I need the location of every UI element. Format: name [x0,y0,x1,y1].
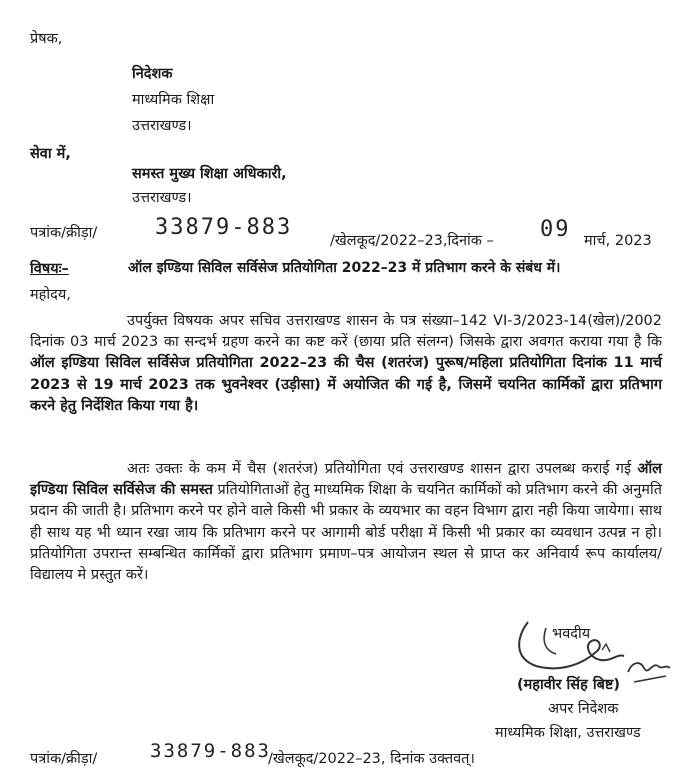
footer-ref-middle: /खेलकूद/2022–23, दिनांक उक्तवत्। [268,751,475,767]
para1-bold-text: ऑल इण्डिया सिविल सर्विसेज प्रतियोगिता 2022–23 की चैस (शतरंज) पुरूष/महिला प्रतियोगिता दिनांक 11 मार्च 2023 से 19 मार्च 2023 तक भुवनेश्वर (उड़ीसा) में अयोजित की गई है, जिसमें चयनित कार्मिकों द्वारा प्रतिभाग करने हेतु निर्देशित किया गया है। [30,355,662,414]
signer-name: (महावीर सिंह बिष्ट) [517,677,620,693]
para1-text: उपर्युक्त विषयक अपर सचिव उत्तराखण्ड शासन के पत्र संख्या–142 VI-3/2023-14(खेल)/2002 दिनांक 03 मार्च 2023 का सन्दर्भ ग्रहण करने का कष्ट करें (छाया प्रति संलग्न) जिसके द्वारा अवगत कराया गया है कि [30,313,662,351]
recipient-state: उत्तराखण्ड। [132,190,192,206]
signer-designation: अपर निदेशक [548,701,619,717]
subject-label: विषयः– [30,261,69,277]
footer-ref-prefix: पत्रांक/क्रीड़ा/ [30,751,98,767]
subject-text: ऑल इण्डिया सिविल सर्विसेज प्रतियोगिता 2022–23 में प्रतिभाग करने के संबंध में। [128,260,561,276]
sender-label: प्रेषक, [30,31,63,47]
reference-middle: /खेलकूद/2022–23,दिनांक – [330,233,494,249]
recipient-label: सेवा में, [30,146,71,162]
footer-ref-number: 33879-883 [150,740,271,762]
sender-state: उत्तराखण्ड। [132,118,192,134]
signer-office: माध्यमिक शिक्षा, उत्तराखण्ड [495,725,641,741]
body-paragraph-2 [30,459,662,586]
sender-dept: माध्यमिक शिक्षा [132,92,215,108]
para2-bold-text: ऑल इण्डिया सिविल सर्विसेज की समस्त [30,461,662,499]
body-paragraph-1 [30,311,662,417]
para2-text-1: अतः उक्तः के कम में चैस (शतरंज) प्रतियोगिता एवं उत्तराखण्ड शासन द्वारा उपलब्ध कराई गई [127,461,638,477]
para2-text-2: प्रतियोगिताओं हेतु माध्यमिक शिक्षा के चयनित कार्मिकों को प्रतिभाग करने की अनुमति प्रदान की जाती है। प्रतिभाग करने पर होने वाले किसी भी प्रकार के व्ययभार का वहन विभाग द्वारा नही किया जायेगा। साथ ही साथ यह भी ध्यान रखा जाय कि प्रतिभाग करने पर आगामी बोर्ड परीक्षा में किसी भी प्रकार का व्यवधान उत्पन्न न हो। प्रतियोगिता उपरान्त सम्बन्धित कार्मिकों द्वारा प्रतिभाग प्रमाण–पत्र आयोजन स्थल से प्राप्त कर अनिवार्य रूप कार्यालय/विद्यालय मे प्रस्तुत करें। [30,482,662,584]
reference-prefix: पत्रांक/क्रीड़ा/ [30,225,98,241]
sender-name: निदेशक [132,66,173,82]
reference-day: 09 [540,217,571,242]
reference-number: 33879-883 [155,215,293,240]
salutation: महोदय, [30,287,71,303]
reference-month-year: मार्च, 2023 [584,233,652,249]
valediction: भवदीय [552,626,591,642]
recipient-name: समस्त मुख्य शिक्षा अधिकारी, [132,166,287,182]
